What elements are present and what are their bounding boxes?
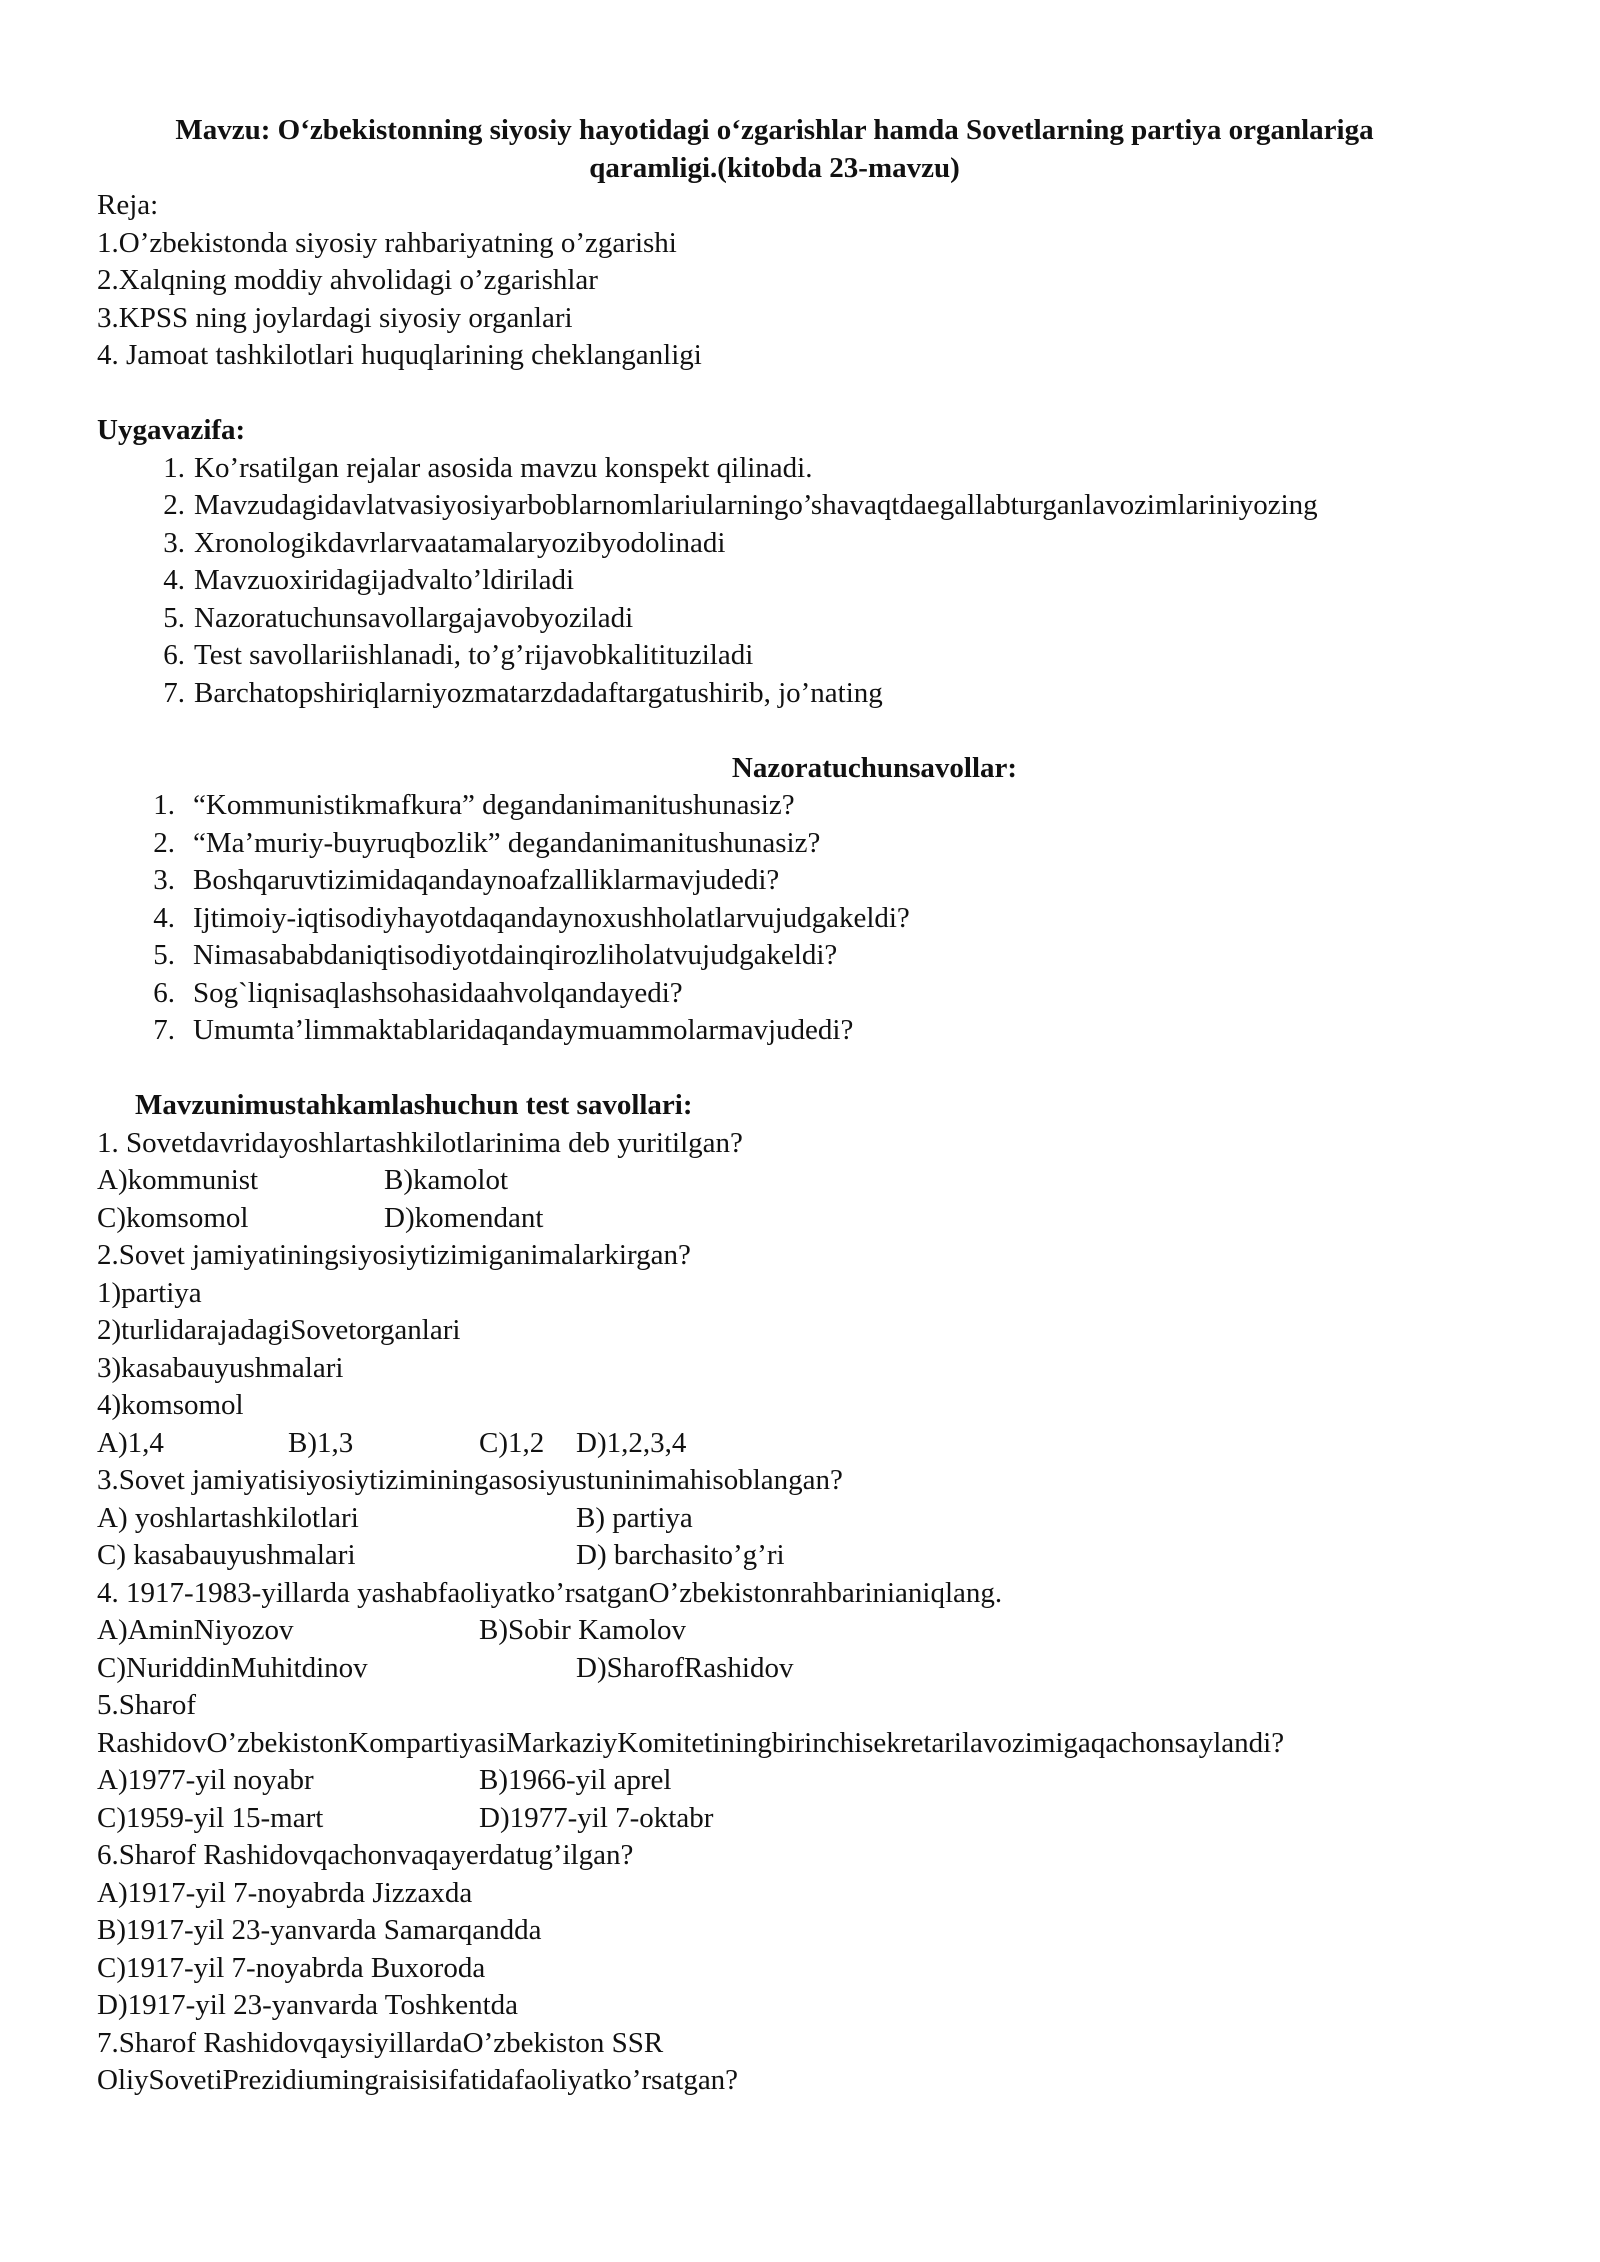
list-item: 1. “Kommunistikmafkura” degandanimanitushunasiz? — [153, 789, 795, 821]
answer-option: A) yoshlartashkilotlari — [97, 1501, 359, 1534]
answer-option: C)1,2 — [479, 1426, 545, 1459]
answer-option: D)1,2,3,4 — [576, 1426, 687, 1459]
test-question-1: 1. Sovetdavridayoshlartashkilotlarinima deb yuritilgan? — [97, 1126, 743, 1159]
plan-item: 4. Jamoat tashkilotlari huquqlarining cheklanganligi — [97, 339, 702, 371]
answer-option: A)AminNiyozov — [97, 1614, 294, 1646]
answer-option: B) partiya — [576, 1501, 693, 1534]
list-item: 4. Mavzuoxiridagijadvalto’ldiriladi — [163, 564, 575, 596]
spacer — [97, 375, 1497, 413]
plan-item: 2.Xalqning moddiy ahvolidagi o’zgarishlar — [97, 264, 598, 296]
answer-option: B)1917-yil 23-yanvarda Samarqandda — [97, 1914, 542, 1946]
spacer — [97, 712, 1497, 750]
statement-item: 3)kasabauyushmalari — [97, 1351, 344, 1384]
document-title — [97, 112, 1452, 187]
control-questions-list — [97, 787, 1497, 1050]
answer-option: C)komsomol — [97, 1201, 249, 1234]
answer-row — [97, 1200, 1497, 1238]
answer-option: D)komendant — [384, 1201, 544, 1234]
answer-option: C)NuriddinMuhitdinov — [97, 1651, 368, 1684]
list-item: 4. Ijtimoiy-iqtisodiyhayotdaqandaynoxushholatlarvujudgakeldi? — [153, 901, 910, 934]
test-questions-heading: Mavzunimustahkamlashuchun test savollari: — [135, 1089, 693, 1121]
test-question-6: 6.Sharof Rashidovqachonvaqayerdatug’ilgan? — [97, 1839, 634, 1871]
answer-option: A)1977-yil noyabr — [97, 1764, 314, 1796]
answer-option: C)1917-yil 7-noyabrda Buxoroda — [97, 1951, 486, 1984]
homework-list — [97, 450, 1497, 713]
answer-option: B)Sobir Kamolov — [479, 1614, 687, 1646]
statement-item: 4)komsomol — [97, 1389, 244, 1421]
statement-item: 1)partiya — [97, 1276, 202, 1309]
test-question-7-cont: OliySovetiPrezidiumingraisisifatidafaoliyatko’rsatgan? — [97, 2064, 739, 2096]
list-item: 7. Umumta’limmaktablaridaqandaymuammolarmavjudedi? — [153, 1014, 854, 1046]
answer-row — [97, 1425, 1497, 1463]
title-line-1: Mavzu: O‘zbekistonning siyosiy hayotidagi o‘zgarishlar hamda Sovetlarning partiya organlariga — [175, 114, 1374, 146]
list-item: 3. Boshqaruvtizimidaqandaynoafzalliklarmavjudedi? — [153, 864, 780, 896]
answer-row — [97, 1612, 1497, 1650]
list-item: 6. Test savollariishlanadi, to’g’rijavobkalitituziladi — [163, 639, 754, 671]
list-item: 5. Nimasababdaniqtisodiyotdainqirozliholatvujudgakeldi? — [153, 939, 838, 971]
list-item: 5. Nazoratuchunsavollargajavobyoziladi — [163, 601, 634, 634]
answer-row — [97, 1762, 1497, 1800]
answer-row — [97, 1650, 1497, 1688]
answer-row — [97, 1162, 1497, 1200]
answer-row — [97, 1500, 1497, 1538]
answer-option: B)1966-yil aprel — [479, 1764, 672, 1796]
answer-option: D)SharofRashidov — [576, 1651, 794, 1684]
list-item: 2. “Ma’muriy-buyruqbozlik” degandanimanitushunasiz? — [153, 826, 821, 859]
test-question-5-cont: RashidovO’zbekistonKompartiyasiMarkaziyKomitetiningbirinchisekretarilavozimigaqachonsaylandi? — [97, 1726, 1285, 1759]
title-line-2: qaramligi.(kitobda 23-mavzu) — [589, 151, 960, 184]
control-questions-heading: Nazoratuchunsavollar: — [731, 751, 1018, 784]
answer-row — [97, 1537, 1497, 1575]
answer-option: D)1917-yil 23-yanvarda Toshkentda — [97, 1989, 519, 2021]
test-question-3: 3.Sovet jamiyatisiyosiytiziminingasosiyustuninimahisoblangan? — [97, 1464, 843, 1496]
spacer — [97, 1050, 1497, 1088]
answer-option: C)1959-yil 15-mart — [97, 1801, 324, 1834]
answer-option: A)1917-yil 7-noyabrda Jizzaxda — [97, 1876, 473, 1909]
test-question-4: 4. 1917-1983-yillarda yashabfaoliyatko’rsatganO’zbekistonrahbarinianiqlang. — [97, 1576, 1003, 1609]
answer-option: C) kasabauyushmalari — [97, 1539, 356, 1571]
answer-option: A)kommunist — [97, 1164, 259, 1196]
answer-row — [97, 1800, 1497, 1838]
list-item: 1. Ko’rsatilgan rejalar asosida mavzu konspekt qilinadi. — [163, 451, 813, 484]
test-question-5: 5.Sharof — [97, 1689, 197, 1721]
plan-heading: Reja: — [97, 189, 159, 221]
list-item: 7. Barchatopshiriqlarniyozmatarzdadaftargatushirib, jo’nating — [163, 676, 883, 709]
list-item: 6. Sog`liqnisaqlashsohasidaahvolqandayedi? — [153, 976, 683, 1009]
answer-option: D) barchasito’g’ri — [576, 1539, 785, 1571]
answer-option: D)1977-yil 7-oktabr — [479, 1801, 714, 1834]
plan-item: 3.KPSS ning joylardagi siyosiy organlari — [97, 301, 573, 334]
homework-heading: Uygavazifa: — [97, 414, 246, 446]
answer-option: A)1,4 — [97, 1426, 164, 1459]
answer-option: B)1,3 — [288, 1426, 354, 1459]
answer-option: B)kamolot — [384, 1164, 509, 1196]
document-page — [97, 112, 1497, 2100]
list-item: 3. Xronologikdavrlarvaatamalaryozibyodolinadi — [163, 526, 726, 559]
test-question-2: 2.Sovet jamiyatiningsiyosiytizimiganimalarkirgan? — [97, 1239, 691, 1271]
list-item: 2. Mavzudagidavlatvasiyosiyarboblarnomlariularningo’shavaqtdaegallabturganlavozimlariniyozing — [163, 489, 1318, 521]
statement-item: 2)turlidarajadagiSovetorganlari — [97, 1314, 461, 1346]
plan-item: 1.O’zbekistonda siyosiy rahbariyatning o’zgarishi — [97, 226, 677, 259]
test-question-7: 7.Sharof RashidovqaysiyillardaO’zbekiston SSR — [97, 2026, 664, 2059]
